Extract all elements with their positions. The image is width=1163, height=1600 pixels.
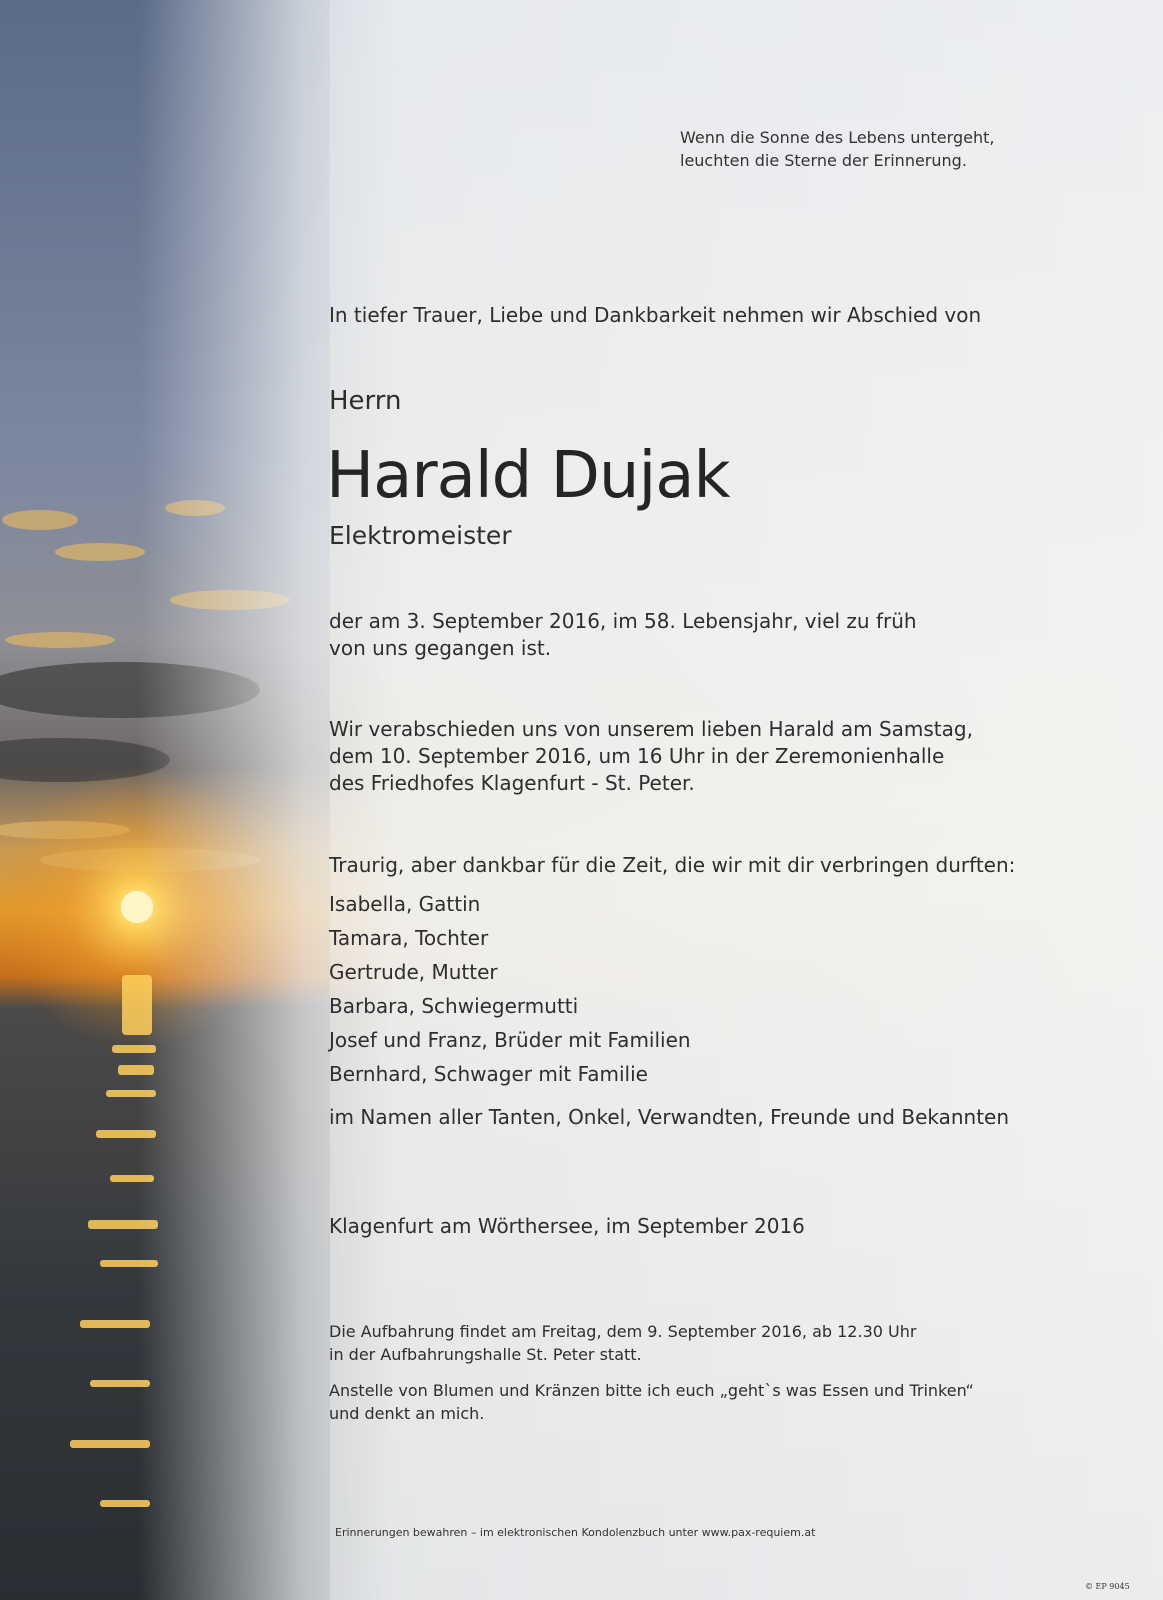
mourner-item: Bernhard, Schwager mit Familie [329,1062,648,1086]
farewell-line-1: Wir verabschieden uns von unserem lieben Harald am Samstag, [329,717,973,741]
mourner-item: Josef und Franz, Brüder mit Familien [329,1028,691,1052]
flowers-request [329,1379,974,1425]
farewell-line-2: dem 10. September 2016, um 16 Uhr in der Zeremonienhalle [329,744,945,768]
viewing-line-1: Die Aufbahrung findet am Freitag, dem 9. September 2016, ab 12.30 Uhr [329,1322,917,1341]
viewing-line-2: in der Aufbahrungshalle St. Peter statt. [329,1345,642,1364]
quote-line-2: leuchten die Sterne der Erinnerung. [680,151,967,170]
farewell-ceremony [329,716,973,797]
salutation: Herrn [329,386,402,416]
mourner-item: Tamara, Tochter [329,926,489,950]
passing-notice [329,608,917,662]
place-date: Klagenfurt am Wörthersee, im September 2016 [329,1214,805,1238]
mourner-item: Gertrude, Mutter [329,960,498,984]
viewing-notice [329,1320,916,1366]
closing-text: im Namen aller Tanten, Onkel, Verwandten, Freunde und Bekannten [329,1105,1010,1129]
quote-line-1: Wenn die Sonne des Lebens untergeht, [680,128,995,147]
mourner-item: Barbara, Schwiegermutti [329,994,579,1018]
request-line-2: und denkt an mich. [329,1404,485,1423]
gratitude-text: Traurig, aber dankbar für die Zeit, die wir mit dir verbringen durften: [329,853,1016,877]
memorial-quote [680,126,994,172]
deceased-name: Harald Dujak [326,439,730,513]
deceased-occupation: Elektromeister [329,521,512,550]
mourner-item: Isabella, Gattin [329,892,481,916]
condolence-footer: Erinnerungen bewahren – im elektronischen Kondolenzbuch unter www.pax-requiem.at [335,1526,816,1539]
passing-line-2: von uns gegangen ist. [329,636,552,660]
intro-text: In tiefer Trauer, Liebe und Dankbarkeit nehmen wir Abschied von [329,303,982,327]
mourners-list [329,891,691,1095]
passing-line-1: der am 3. September 2016, im 58. Lebensjahr, viel zu früh [329,609,917,633]
request-line-1: Anstelle von Blumen und Kränzen bitte ich euch „geht`s was Essen und Trinken“ [329,1381,974,1400]
farewell-line-3: des Friedhofes Klagenfurt - St. Peter. [329,771,695,795]
print-code: © EP 9045 [1085,1582,1130,1591]
